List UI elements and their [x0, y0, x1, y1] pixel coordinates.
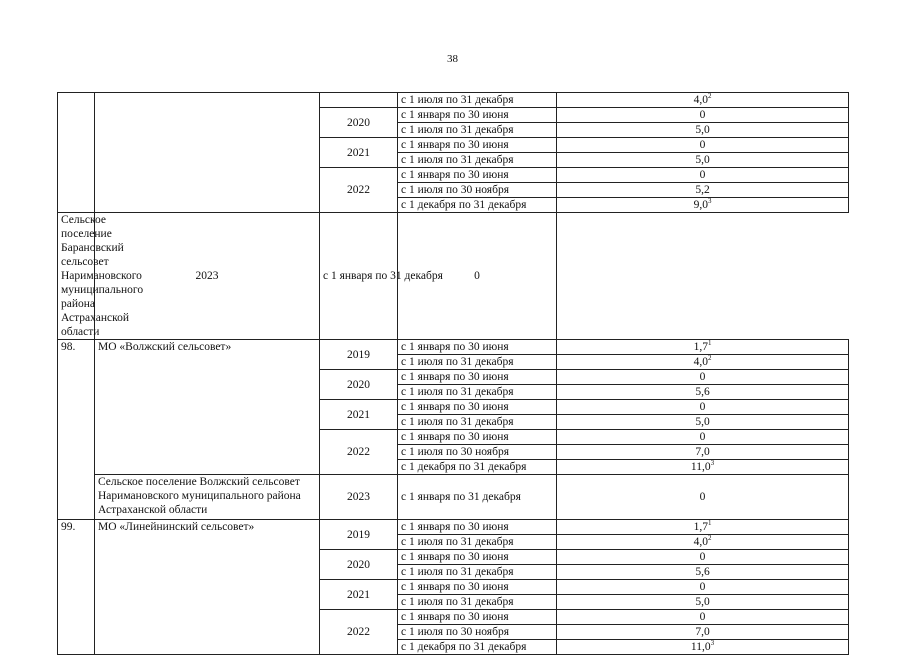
- value-cell: 0: [557, 475, 849, 520]
- year-cell: 2019: [320, 340, 398, 370]
- value-cell: $1,7^1$: [557, 520, 849, 535]
- value-cell: $4,0^2$: [557, 535, 849, 550]
- year-cell: 2020: [320, 108, 398, 138]
- value-cell: 0: [557, 370, 849, 385]
- value-cell: 0: [557, 400, 849, 415]
- tariff-table: [57, 92, 849, 655]
- period-cell: с 1 января по 30 июня: [398, 550, 557, 565]
- table-row: [58, 520, 849, 535]
- period-cell: с 1 июля по 31 декабря: [398, 565, 557, 580]
- period-cell: с 1 января по 31 декабря: [398, 475, 557, 520]
- period-cell: с 1 июля по 31 декабря: [398, 535, 557, 550]
- year-cell: 2021: [320, 400, 398, 430]
- entity-name-cell: [95, 93, 320, 213]
- year-cell: 2021: [320, 580, 398, 610]
- period-cell: с 1 декабря по 31 декабря: [398, 460, 557, 475]
- value-cell: 0: [557, 580, 849, 595]
- table-row: [58, 475, 849, 520]
- period-cell: с 1 января по 30 июня: [398, 108, 557, 123]
- page-number: 38: [447, 53, 458, 65]
- value-cell: 0: [557, 108, 849, 123]
- period-cell: с 1 января по 30 июня: [398, 580, 557, 595]
- successor-name-cell: Сельское поселение Барановский сельсовет Наримановского муниципального района Астраханской области: [58, 213, 95, 340]
- period-cell: с 1 июля по 30 ноября: [398, 445, 557, 460]
- period-cell: с 1 декабря по 31 декабря: [398, 640, 557, 655]
- value-cell: 5,0: [557, 415, 849, 430]
- value-cell: 0: [557, 610, 849, 625]
- value-cell: 7,0: [557, 625, 849, 640]
- value-cell: 5,0: [557, 123, 849, 138]
- table-row: [58, 213, 849, 340]
- value-cell: $4,0^2$: [557, 93, 849, 108]
- value-cell: 5,6: [557, 565, 849, 580]
- value-cell: $9,0^3$: [557, 198, 849, 213]
- period-cell: с 1 января по 30 июня: [398, 340, 557, 355]
- entity-number-cell: 98.: [58, 340, 95, 520]
- period-cell: с 1 июля по 31 декабря: [398, 595, 557, 610]
- value-cell: 7,0: [557, 445, 849, 460]
- year-cell: 2020: [320, 370, 398, 400]
- period-cell: с 1 июля по 30 ноября: [398, 183, 557, 198]
- year-cell: 2022: [320, 610, 398, 655]
- period-cell: с 1 января по 30 июня: [398, 138, 557, 153]
- table-row: [58, 93, 849, 108]
- value-cell: 11,0$^3$: [557, 460, 849, 475]
- value-cell: $1,7^1$: [557, 340, 849, 355]
- entity-number-cell: 99.: [58, 520, 95, 655]
- value-cell: 0: [398, 213, 557, 340]
- period-cell: с 1 июля по 31 декабря: [398, 93, 557, 108]
- period-cell: с 1 июля по 31 декабря: [398, 385, 557, 400]
- value-cell: 0: [557, 550, 849, 565]
- successor-name-cell: Сельское поселение Волжский сельсовет Наримановского муниципального района Астраханской области: [95, 475, 320, 520]
- year-cell: 2019: [320, 520, 398, 550]
- value-cell: 5,0: [557, 153, 849, 168]
- entity-number-cell: [58, 93, 95, 213]
- value-cell: 11,0$^3$: [557, 640, 849, 655]
- period-cell: с 1 июля по 31 декабря: [398, 355, 557, 370]
- period-cell: с 1 июля по 30 ноября: [398, 625, 557, 640]
- value-cell: 5,6: [557, 385, 849, 400]
- year-cell: 2020: [320, 550, 398, 580]
- year-cell: 2021: [320, 138, 398, 168]
- value-cell: 5,2: [557, 183, 849, 198]
- period-cell: с 1 января по 30 июня: [398, 370, 557, 385]
- table-row: [58, 340, 849, 355]
- period-cell: с 1 июля по 31 декабря: [398, 153, 557, 168]
- year-cell: 2023: [95, 213, 320, 340]
- entity-name-cell: МО «Линейнинский сельсовет»: [95, 520, 320, 655]
- period-cell: с 1 июля по 31 декабря: [398, 123, 557, 138]
- value-cell: 0: [557, 168, 849, 183]
- period-cell: с 1 января по 30 июня: [398, 168, 557, 183]
- year-cell: [320, 93, 398, 108]
- period-cell: с 1 января по 30 июня: [398, 400, 557, 415]
- period-cell: с 1 января по 30 июня: [398, 610, 557, 625]
- value-cell: 0: [557, 430, 849, 445]
- period-cell: с 1 декабря по 31 декабря: [398, 198, 557, 213]
- period-cell: с 1 января по 30 июня: [398, 430, 557, 445]
- entity-name-cell: МО «Волжский сельсовет»: [95, 340, 320, 475]
- value-cell: 5,0: [557, 595, 849, 610]
- period-cell: с 1 января по 31 декабря: [320, 213, 398, 340]
- period-cell: с 1 января по 30 июня: [398, 520, 557, 535]
- value-cell: 0: [557, 138, 849, 153]
- year-cell: 2023: [320, 475, 398, 520]
- value-cell: $4,0^2$: [557, 355, 849, 370]
- year-cell: 2022: [320, 168, 398, 213]
- period-cell: с 1 июля по 31 декабря: [398, 415, 557, 430]
- year-cell: 2022: [320, 430, 398, 475]
